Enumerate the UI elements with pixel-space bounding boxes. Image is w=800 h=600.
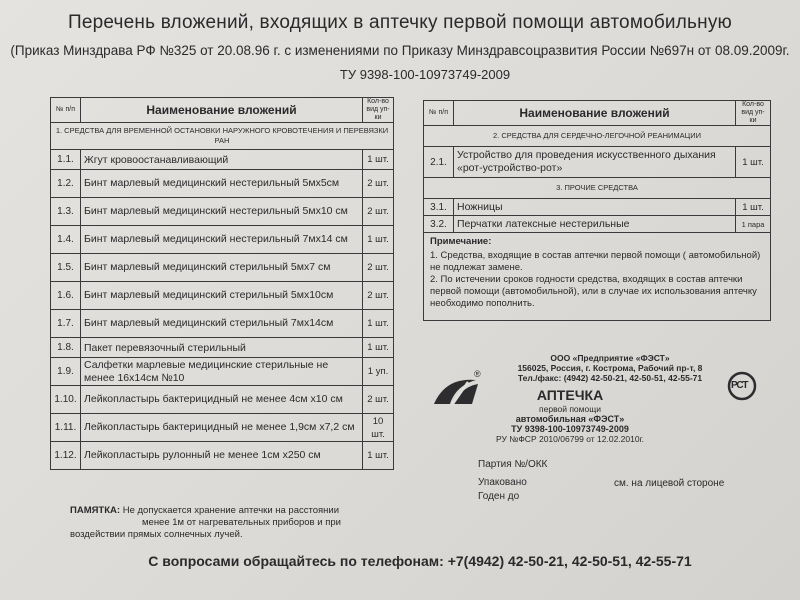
table-row bbox=[51, 226, 394, 254]
row-name: Бинт марлевый медицинский стерильный 5мх7 см bbox=[81, 254, 363, 282]
row-num: 1.4. bbox=[51, 226, 81, 254]
attention-block bbox=[70, 505, 360, 541]
row-num: 1.2. bbox=[51, 170, 81, 198]
rst-certification-icon bbox=[725, 371, 761, 401]
document-tu: ТУ 9398-100-10973749-2009 bbox=[339, 67, 511, 82]
note-block bbox=[424, 233, 771, 321]
table-row bbox=[51, 310, 394, 338]
row-num: 3.2. bbox=[424, 216, 454, 233]
note-paragraph: 2. По истечении сроков годности средства, входящих в состав аптечки первой помощи (автомобильной), или в случае их использования аптечку необходимо пополнить. bbox=[430, 274, 757, 309]
table-row bbox=[51, 170, 394, 198]
row-num: 1.7. bbox=[51, 310, 81, 338]
table-row bbox=[51, 150, 394, 170]
contact-phones: С вопросами обращайтесь по телефонам: +7(4942) 42-50-21, 42-50-51, 42-55-71 bbox=[148, 553, 692, 569]
registered-mark: ® bbox=[474, 369, 481, 379]
header-name: Наименование вложений bbox=[81, 98, 363, 123]
note-paragraph: 1. Средства, входящие в состав аптечки первой помощи ( автомобильной) не подлежат замене. bbox=[430, 250, 761, 273]
attention-line: воздействии прямых солнечных лучей. bbox=[70, 529, 243, 540]
section-heading: 3. ПРОЧИЕ СРЕДСТВА bbox=[424, 178, 771, 199]
row-qty: 2 шт. bbox=[363, 170, 394, 198]
row-num: 1.5. bbox=[51, 254, 81, 282]
row-num: 1.11. bbox=[51, 414, 81, 442]
row-qty: 1 шт. bbox=[736, 147, 771, 178]
row-qty: 1 шт. bbox=[363, 310, 394, 338]
row-qty: 1 шт. bbox=[363, 338, 394, 358]
section-heading: 2. СРЕДСТВА ДЛЯ СЕРДЕЧНО-ЛЕГОЧНОЙ РЕАНИМАЦИИ bbox=[424, 126, 771, 147]
table-row bbox=[51, 254, 394, 282]
row-qty: 1 шт. bbox=[363, 226, 394, 254]
attention-label: ПАМЯТКА: bbox=[70, 505, 121, 516]
header-num: № п/п bbox=[424, 101, 454, 126]
row-name: Салфетки марлевые медицинские стерильные не менее 16х14см №10 bbox=[81, 358, 363, 386]
batch-party: Партия №/ОКК bbox=[478, 459, 548, 470]
product-line2: автомобильная «ФЭСТ» bbox=[515, 414, 625, 424]
document-title: Перечень вложений, входящих в аптечку первой помощи автомобильную bbox=[68, 12, 732, 33]
table-row bbox=[424, 199, 771, 216]
row-name: Бинт марлевый медицинский нестерильный 5мх10 см bbox=[81, 198, 363, 226]
table-row bbox=[51, 358, 394, 386]
section-heading: 1. СРЕДСТВА ДЛЯ ВРЕМЕННОЙ ОСТАНОВКИ НАРУЖНОГО КРОВОТЕЧЕНИЯ И ПЕРЕВЯЗКИ РАН bbox=[51, 123, 394, 150]
row-num: 1.1. bbox=[51, 150, 81, 170]
row-qty: 10 шт. bbox=[363, 414, 394, 442]
row-qty: 1 шт. bbox=[736, 199, 771, 216]
note-heading: Примечание: bbox=[430, 236, 492, 247]
batch-packed: Упаковано bbox=[478, 477, 527, 488]
row-num: 1.3. bbox=[51, 198, 81, 226]
rst-label: РСТ bbox=[731, 380, 748, 391]
company-address: 156025, Россия, г. Кострома, Рабочий пр-т, 8 bbox=[517, 363, 703, 373]
row-num: 1.6. bbox=[51, 282, 81, 310]
table-row bbox=[51, 442, 394, 470]
attention-line: Не допускается хранение аптечки на расстоянии bbox=[122, 505, 340, 516]
row-qty: 1 уп. bbox=[363, 358, 394, 386]
row-name: Лейкопластырь бактерицидный не менее 4см х10 см bbox=[81, 386, 363, 414]
row-num: 1.10. bbox=[51, 386, 81, 414]
manufacturer-info bbox=[470, 353, 750, 383]
product-name: АПТЕЧКА bbox=[536, 387, 604, 403]
row-qty: 2 шт. bbox=[363, 254, 394, 282]
row-qty: 1 пара bbox=[736, 216, 771, 233]
table-row bbox=[51, 414, 394, 442]
table-row bbox=[51, 338, 394, 358]
row-name: Бинт марлевый медицинский стерильный 5мх10см bbox=[81, 282, 363, 310]
row-name: Лейкопластырь рулонный не менее 1см х250 см bbox=[81, 442, 363, 470]
table-row bbox=[51, 198, 394, 226]
row-qty: 1 шт. bbox=[363, 150, 394, 170]
contents-table-left bbox=[50, 97, 394, 470]
table-row bbox=[51, 386, 394, 414]
row-name: Бинт марлевый медицинский стерильный 7мх14см bbox=[81, 310, 363, 338]
row-name: Устройство для проведения искусственного дыхания «рот-устройство-рот» bbox=[454, 147, 736, 178]
header-num: № п/п bbox=[51, 98, 81, 123]
see-face-note: см. на лицевой стороне bbox=[614, 478, 725, 489]
table-row bbox=[51, 282, 394, 310]
contents-table-right bbox=[423, 100, 771, 321]
product-info bbox=[490, 387, 650, 444]
row-qty: 2 шт. bbox=[363, 386, 394, 414]
row-num: 2.1. bbox=[424, 147, 454, 178]
company-phones: Тел./факс: (4942) 42-50-21, 42-50-51, 42-55-71 bbox=[517, 373, 703, 383]
attention-line: менее 1м от нагревательных приборов и при bbox=[142, 517, 341, 528]
table-row bbox=[424, 147, 771, 178]
row-name: Ножницы bbox=[454, 199, 736, 216]
row-name: Бинт марлевый медицинский нестерильный 7мх14 см bbox=[81, 226, 363, 254]
row-name: Перчатки латексные нестерильные bbox=[454, 216, 736, 233]
row-num: 3.1. bbox=[424, 199, 454, 216]
row-name: Жгут кровоостанавливающий bbox=[81, 150, 363, 170]
row-name: Пакет перевязочный стерильный bbox=[81, 338, 363, 358]
row-qty: 2 шт. bbox=[363, 198, 394, 226]
table-row bbox=[424, 216, 771, 233]
product-line1: первой помощи bbox=[539, 404, 601, 414]
row-num: 1.8. bbox=[51, 338, 81, 358]
row-qty: 1 шт. bbox=[363, 442, 394, 470]
document-subtitle: (Приказ Минздрава РФ №325 от 20.08.96 г. с изменениями по Приказу Минздравсоцразвития России №697н от 08.09.2009г. bbox=[10, 43, 790, 58]
product-tu: ТУ 9398-100-10973749-2009 bbox=[511, 424, 629, 434]
row-qty: 2 шт. bbox=[363, 282, 394, 310]
header-qty: Кол-во вид уп-ки bbox=[363, 98, 394, 123]
row-name: Бинт марлевый медицинский нестерильный 5мх5см bbox=[81, 170, 363, 198]
header-name: Наименование вложений bbox=[454, 101, 736, 126]
header-qty: Кол-во вид уп-ки bbox=[736, 101, 771, 126]
batch-valid-until: Годен до bbox=[478, 491, 520, 502]
row-name: Лейкопластырь бактерицидный не менее 1,9см х7,2 см bbox=[81, 414, 363, 442]
row-num: 1.9. bbox=[51, 358, 81, 386]
product-registration: РУ №ФСР 2010/06799 от 12.02.2010г. bbox=[495, 434, 645, 444]
row-num: 1.12. bbox=[51, 442, 81, 470]
company-name: ООО «Предприятие «ФЭСТ» bbox=[550, 353, 670, 363]
